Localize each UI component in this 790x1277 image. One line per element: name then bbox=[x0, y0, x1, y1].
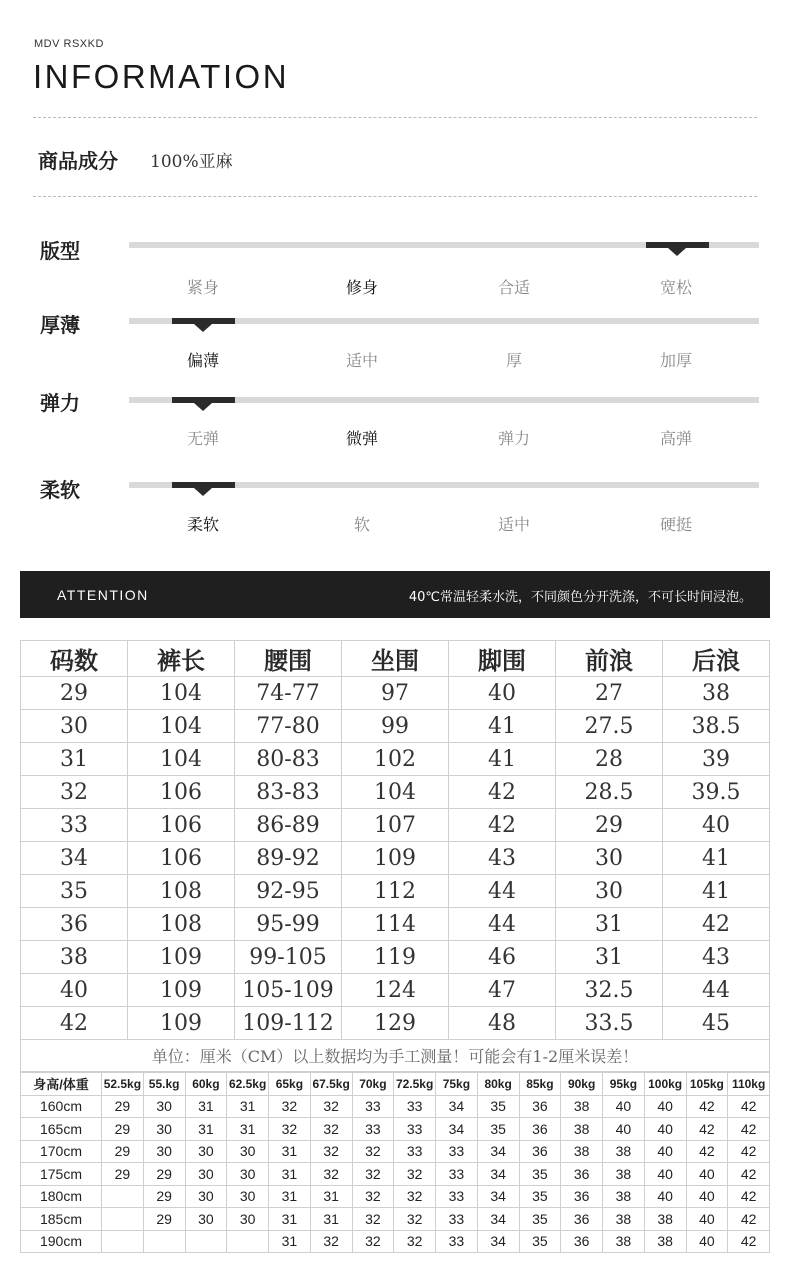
attribute-option: 柔软 bbox=[186, 515, 219, 534]
table-cell: 38 bbox=[603, 1185, 645, 1208]
table-cell: 32 bbox=[352, 1208, 394, 1231]
table-cell: 48 bbox=[449, 1007, 556, 1040]
table-cell: 42 bbox=[728, 1118, 770, 1141]
table-cell: 32 bbox=[310, 1095, 352, 1118]
table-cell: 32 bbox=[310, 1230, 352, 1253]
height-cell: 160cm bbox=[21, 1095, 102, 1118]
table-cell: 45 bbox=[663, 1007, 770, 1040]
table-cell: 35 bbox=[519, 1163, 561, 1186]
table-cell: 40 bbox=[449, 677, 556, 710]
table-cell: 40 bbox=[686, 1185, 728, 1208]
table-cell: 38 bbox=[603, 1140, 645, 1163]
table-cell: 30 bbox=[227, 1163, 269, 1186]
attribute-option: 偏薄 bbox=[186, 351, 219, 370]
table-cell: 119 bbox=[342, 941, 449, 974]
table-cell: 41 bbox=[663, 875, 770, 908]
table-cell: 107 bbox=[342, 809, 449, 842]
table-row bbox=[21, 941, 770, 974]
table-cell: 35 bbox=[477, 1118, 519, 1141]
attribute-scale-track bbox=[129, 482, 759, 488]
table-row bbox=[21, 875, 770, 908]
attribute-scale-marker bbox=[172, 482, 235, 488]
table-row bbox=[21, 908, 770, 941]
weight-column-header: 65kg bbox=[269, 1073, 311, 1096]
table-row bbox=[21, 776, 770, 809]
weight-column-header: 95kg bbox=[603, 1073, 645, 1096]
table-cell: 32 bbox=[269, 1095, 311, 1118]
attribute-label: 厚薄 bbox=[40, 313, 80, 337]
table-cell: 31 bbox=[556, 908, 663, 941]
table-cell: 92-95 bbox=[235, 875, 342, 908]
table-cell: 36 bbox=[561, 1185, 603, 1208]
table-row bbox=[21, 743, 770, 776]
table-cell: 29 bbox=[102, 1163, 144, 1186]
table-cell: 42 bbox=[686, 1095, 728, 1118]
table-cell: 33 bbox=[394, 1140, 436, 1163]
table-cell: 42 bbox=[728, 1163, 770, 1186]
table-cell: 30 bbox=[227, 1185, 269, 1208]
size-chart-column-header: 裤长 bbox=[128, 641, 235, 677]
table-cell bbox=[102, 1208, 144, 1231]
table-cell: 129 bbox=[342, 1007, 449, 1040]
table-cell: 32 bbox=[310, 1163, 352, 1186]
table-cell: 40 bbox=[644, 1140, 686, 1163]
attribute-option: 适中 bbox=[345, 351, 378, 370]
table-cell: 106 bbox=[128, 809, 235, 842]
table-cell: 40 bbox=[21, 974, 128, 1007]
height-weight-chart bbox=[20, 1072, 770, 1253]
attribute-option: 修身 bbox=[345, 278, 378, 297]
table-cell: 44 bbox=[663, 974, 770, 1007]
attribute-option: 适中 bbox=[497, 515, 530, 534]
table-cell: 31 bbox=[556, 941, 663, 974]
table-cell: 29 bbox=[143, 1185, 185, 1208]
table-cell: 38 bbox=[644, 1208, 686, 1231]
care-instructions: 40℃常温轻柔水洗，不同颜色分开洗涤，不可长时间浸泡。 bbox=[408, 590, 752, 605]
table-cell: 27.5 bbox=[556, 710, 663, 743]
table-row bbox=[21, 677, 770, 710]
table-cell: 35 bbox=[21, 875, 128, 908]
table-cell: 33 bbox=[436, 1208, 478, 1231]
table-cell: 42 bbox=[728, 1230, 770, 1253]
table-cell: 31 bbox=[227, 1118, 269, 1141]
table-cell: 42 bbox=[449, 809, 556, 842]
weight-column-header: 80kg bbox=[477, 1073, 519, 1096]
page-title: INFORMATION bbox=[33, 58, 290, 95]
table-row bbox=[21, 1007, 770, 1040]
table-cell: 38 bbox=[603, 1230, 645, 1253]
table-cell: 32 bbox=[394, 1230, 436, 1253]
table-cell: 32 bbox=[310, 1140, 352, 1163]
table-cell: 30 bbox=[143, 1140, 185, 1163]
table-cell: 35 bbox=[519, 1208, 561, 1231]
table-cell: 35 bbox=[477, 1095, 519, 1118]
table-cell: 34 bbox=[436, 1095, 478, 1118]
weight-column-header: 100kg bbox=[644, 1073, 686, 1096]
table-cell: 42 bbox=[686, 1118, 728, 1141]
table-cell: 104 bbox=[342, 776, 449, 809]
weight-column-header: 60kg bbox=[185, 1073, 227, 1096]
table-row bbox=[21, 842, 770, 875]
table-cell: 47 bbox=[449, 974, 556, 1007]
table-cell bbox=[227, 1230, 269, 1253]
table-cell: 42 bbox=[728, 1095, 770, 1118]
table-cell: 31 bbox=[269, 1208, 311, 1231]
table-cell: 30 bbox=[185, 1163, 227, 1186]
table-cell: 42 bbox=[728, 1185, 770, 1208]
size-chart bbox=[20, 640, 770, 1072]
table-cell: 29 bbox=[556, 809, 663, 842]
table-cell: 33 bbox=[436, 1140, 478, 1163]
table-cell: 44 bbox=[449, 908, 556, 941]
table-cell: 38 bbox=[603, 1163, 645, 1186]
table-cell: 41 bbox=[449, 710, 556, 743]
table-cell: 28 bbox=[556, 743, 663, 776]
table-cell: 33 bbox=[436, 1163, 478, 1186]
height-cell: 165cm bbox=[21, 1118, 102, 1141]
weight-column-header: 62.5kg bbox=[227, 1073, 269, 1096]
table-cell: 41 bbox=[663, 842, 770, 875]
table-cell: 32 bbox=[352, 1185, 394, 1208]
height-cell: 175cm bbox=[21, 1163, 102, 1186]
table-cell: 104 bbox=[128, 710, 235, 743]
weight-column-header: 110kg bbox=[728, 1073, 770, 1096]
table-cell: 114 bbox=[342, 908, 449, 941]
table-cell: 38 bbox=[561, 1140, 603, 1163]
table-cell: 30 bbox=[227, 1208, 269, 1231]
weight-column-header: 70kg bbox=[352, 1073, 394, 1096]
table-cell bbox=[102, 1230, 144, 1253]
table-cell: 32 bbox=[352, 1163, 394, 1186]
table-cell: 35 bbox=[519, 1185, 561, 1208]
divider bbox=[33, 196, 757, 197]
size-chart-column-header: 后浪 bbox=[663, 641, 770, 677]
attribute-option: 弹力 bbox=[497, 429, 530, 448]
table-cell: 108 bbox=[128, 875, 235, 908]
table-cell: 31 bbox=[269, 1163, 311, 1186]
size-chart-header bbox=[21, 641, 770, 677]
table-cell: 38 bbox=[603, 1208, 645, 1231]
table-cell: 32 bbox=[269, 1118, 311, 1141]
table-cell: 43 bbox=[663, 941, 770, 974]
size-chart-column-header: 坐围 bbox=[342, 641, 449, 677]
table-cell: 33 bbox=[394, 1118, 436, 1141]
table-cell: 36 bbox=[561, 1163, 603, 1186]
table-cell: 36 bbox=[519, 1118, 561, 1141]
table-cell: 42 bbox=[728, 1208, 770, 1231]
table-cell: 29 bbox=[143, 1163, 185, 1186]
composition-label: 商品成分 bbox=[38, 149, 118, 173]
attribute-label: 版型 bbox=[40, 239, 80, 263]
table-cell: 108 bbox=[128, 908, 235, 941]
table-cell: 36 bbox=[561, 1230, 603, 1253]
attention-title: ATTENTION bbox=[57, 587, 149, 603]
table-cell: 99-105 bbox=[235, 941, 342, 974]
table-cell: 30 bbox=[556, 875, 663, 908]
attribute-scale-track bbox=[129, 318, 759, 324]
table-cell: 42 bbox=[663, 908, 770, 941]
table-cell: 33 bbox=[21, 809, 128, 842]
table-row bbox=[21, 1095, 770, 1118]
table-cell: 42 bbox=[686, 1140, 728, 1163]
table-cell: 31 bbox=[310, 1185, 352, 1208]
table-cell bbox=[102, 1185, 144, 1208]
table-cell: 40 bbox=[644, 1118, 686, 1141]
table-cell: 40 bbox=[686, 1208, 728, 1231]
table-cell: 35 bbox=[519, 1230, 561, 1253]
table-cell: 31 bbox=[21, 743, 128, 776]
table-cell: 106 bbox=[128, 776, 235, 809]
attribute-option: 紧身 bbox=[186, 278, 219, 297]
table-cell: 40 bbox=[686, 1163, 728, 1186]
table-cell: 38 bbox=[561, 1095, 603, 1118]
table-cell: 109 bbox=[128, 974, 235, 1007]
height-weight-header bbox=[21, 1073, 770, 1096]
weight-column-header: 55.kg bbox=[143, 1073, 185, 1096]
table-cell: 34 bbox=[477, 1208, 519, 1231]
table-cell: 40 bbox=[603, 1095, 645, 1118]
table-cell: 38 bbox=[644, 1230, 686, 1253]
weight-column-header: 52.5kg bbox=[102, 1073, 144, 1096]
table-cell: 32 bbox=[310, 1118, 352, 1141]
table-cell: 34 bbox=[477, 1230, 519, 1253]
table-cell: 40 bbox=[644, 1163, 686, 1186]
table-cell: 109 bbox=[342, 842, 449, 875]
attribute-scale-marker bbox=[646, 242, 709, 248]
height-cell: 185cm bbox=[21, 1208, 102, 1231]
table-cell: 40 bbox=[603, 1118, 645, 1141]
table-cell: 38 bbox=[663, 677, 770, 710]
attribute-option: 宽松 bbox=[659, 278, 692, 297]
table-row bbox=[21, 710, 770, 743]
size-chart-column-header: 码数 bbox=[21, 641, 128, 677]
weight-column-header: 85kg bbox=[519, 1073, 561, 1096]
table-cell: 109 bbox=[128, 941, 235, 974]
table-cell: 31 bbox=[185, 1095, 227, 1118]
table-cell: 44 bbox=[449, 875, 556, 908]
table-cell: 31 bbox=[185, 1118, 227, 1141]
table-cell: 33.5 bbox=[556, 1007, 663, 1040]
table-cell: 30 bbox=[21, 710, 128, 743]
table-cell: 40 bbox=[663, 809, 770, 842]
table-cell: 33 bbox=[436, 1185, 478, 1208]
table-cell: 30 bbox=[143, 1118, 185, 1141]
table-cell: 38.5 bbox=[663, 710, 770, 743]
table-cell: 33 bbox=[436, 1230, 478, 1253]
table-cell: 31 bbox=[269, 1185, 311, 1208]
table-cell: 33 bbox=[352, 1118, 394, 1141]
table-cell: 36 bbox=[561, 1208, 603, 1231]
table-cell: 109-112 bbox=[235, 1007, 342, 1040]
table-cell: 30 bbox=[185, 1185, 227, 1208]
table-cell: 42 bbox=[728, 1140, 770, 1163]
table-cell: 83-83 bbox=[235, 776, 342, 809]
table-cell: 31 bbox=[227, 1095, 269, 1118]
table-cell bbox=[143, 1230, 185, 1253]
attribute-option: 无弹 bbox=[186, 429, 219, 448]
attribute-option: 合适 bbox=[497, 278, 530, 297]
table-cell: 77-80 bbox=[235, 710, 342, 743]
table-cell: 32 bbox=[394, 1208, 436, 1231]
divider bbox=[33, 117, 757, 118]
attribute-scale-track bbox=[129, 242, 759, 248]
table-cell: 32 bbox=[352, 1140, 394, 1163]
table-cell: 38 bbox=[561, 1118, 603, 1141]
table-cell: 109 bbox=[128, 1007, 235, 1040]
table-cell: 29 bbox=[21, 677, 128, 710]
composition-value: 100%亚麻 bbox=[150, 152, 233, 172]
attribute-scale-marker bbox=[172, 397, 235, 403]
table-cell: 34 bbox=[436, 1118, 478, 1141]
table-cell: 112 bbox=[342, 875, 449, 908]
attribute-label: 柔软 bbox=[40, 478, 80, 502]
table-cell: 34 bbox=[21, 842, 128, 875]
table-row bbox=[21, 1163, 770, 1186]
height-weight-corner: 身高/体重 bbox=[21, 1073, 102, 1096]
table-cell: 99 bbox=[342, 710, 449, 743]
table-row bbox=[21, 809, 770, 842]
table-cell: 97 bbox=[342, 677, 449, 710]
table-row bbox=[21, 1185, 770, 1208]
table-cell: 42 bbox=[21, 1007, 128, 1040]
table-cell: 104 bbox=[128, 677, 235, 710]
table-cell: 27 bbox=[556, 677, 663, 710]
table-cell: 34 bbox=[477, 1163, 519, 1186]
table-cell: 36 bbox=[21, 908, 128, 941]
table-cell: 30 bbox=[556, 842, 663, 875]
table-cell: 30 bbox=[143, 1095, 185, 1118]
table-cell: 29 bbox=[143, 1208, 185, 1231]
table-cell: 39.5 bbox=[663, 776, 770, 809]
table-cell: 95-99 bbox=[235, 908, 342, 941]
attribute-scale-track bbox=[129, 397, 759, 403]
table-cell: 80-83 bbox=[235, 743, 342, 776]
table-cell: 31 bbox=[269, 1230, 311, 1253]
attribute-option: 厚 bbox=[505, 351, 522, 370]
table-cell: 31 bbox=[269, 1140, 311, 1163]
table-cell: 86-89 bbox=[235, 809, 342, 842]
table-row bbox=[21, 974, 770, 1007]
table-row bbox=[21, 1040, 770, 1072]
table-cell bbox=[185, 1230, 227, 1253]
table-row bbox=[21, 1140, 770, 1163]
table-row bbox=[21, 1230, 770, 1253]
attribute-label: 弹力 bbox=[40, 391, 80, 415]
table-cell: 29 bbox=[102, 1118, 144, 1141]
size-chart-column-header: 前浪 bbox=[556, 641, 663, 677]
table-cell: 36 bbox=[519, 1140, 561, 1163]
height-cell: 170cm bbox=[21, 1140, 102, 1163]
table-cell: 42 bbox=[449, 776, 556, 809]
attention-banner bbox=[20, 571, 770, 618]
table-cell: 106 bbox=[128, 842, 235, 875]
table-cell: 104 bbox=[128, 743, 235, 776]
attribute-option: 软 bbox=[353, 515, 370, 534]
attribute-option: 微弹 bbox=[345, 429, 378, 448]
table-cell: 33 bbox=[352, 1095, 394, 1118]
table-cell: 40 bbox=[644, 1095, 686, 1118]
table-cell: 74-77 bbox=[235, 677, 342, 710]
table-cell: 105-109 bbox=[235, 974, 342, 1007]
weight-column-header: 105kg bbox=[686, 1073, 728, 1096]
brand-name: MDV RSXKD bbox=[34, 38, 104, 50]
weight-column-header: 90kg bbox=[561, 1073, 603, 1096]
table-cell: 32.5 bbox=[556, 974, 663, 1007]
table-row bbox=[21, 1118, 770, 1141]
attribute-scale-marker bbox=[172, 318, 235, 324]
table-cell: 34 bbox=[477, 1185, 519, 1208]
attribute-option: 高弹 bbox=[659, 429, 692, 448]
attribute-option: 硬挺 bbox=[659, 515, 692, 534]
table-cell: 46 bbox=[449, 941, 556, 974]
height-cell: 190cm bbox=[21, 1230, 102, 1253]
table-cell: 30 bbox=[227, 1140, 269, 1163]
table-cell: 30 bbox=[185, 1208, 227, 1231]
table-cell: 43 bbox=[449, 842, 556, 875]
table-row bbox=[21, 1208, 770, 1231]
table-cell: 102 bbox=[342, 743, 449, 776]
table-cell: 31 bbox=[310, 1208, 352, 1231]
table-cell: 32 bbox=[394, 1185, 436, 1208]
table-cell: 39 bbox=[663, 743, 770, 776]
table-cell: 38 bbox=[21, 941, 128, 974]
table-cell: 89-92 bbox=[235, 842, 342, 875]
table-cell: 40 bbox=[644, 1185, 686, 1208]
weight-column-header: 72.5kg bbox=[394, 1073, 436, 1096]
measurement-note: 单位：厘米（CM）以上数据均为手工测量！可能会有1-2厘米误差！ bbox=[21, 1040, 770, 1072]
table-cell: 32 bbox=[394, 1163, 436, 1186]
table-cell: 32 bbox=[21, 776, 128, 809]
table-cell: 41 bbox=[449, 743, 556, 776]
table-cell: 40 bbox=[686, 1230, 728, 1253]
table-cell: 29 bbox=[102, 1095, 144, 1118]
attribute-option: 加厚 bbox=[659, 351, 692, 370]
table-cell: 33 bbox=[394, 1095, 436, 1118]
size-chart-column-header: 脚围 bbox=[449, 641, 556, 677]
weight-column-header: 75kg bbox=[436, 1073, 478, 1096]
height-cell: 180cm bbox=[21, 1185, 102, 1208]
table-cell: 32 bbox=[352, 1230, 394, 1253]
weight-column-header: 67.5kg bbox=[310, 1073, 352, 1096]
table-cell: 28.5 bbox=[556, 776, 663, 809]
table-cell: 34 bbox=[477, 1140, 519, 1163]
table-cell: 36 bbox=[519, 1095, 561, 1118]
table-cell: 29 bbox=[102, 1140, 144, 1163]
table-cell: 30 bbox=[185, 1140, 227, 1163]
size-chart-column-header: 腰围 bbox=[235, 641, 342, 677]
table-cell: 124 bbox=[342, 974, 449, 1007]
